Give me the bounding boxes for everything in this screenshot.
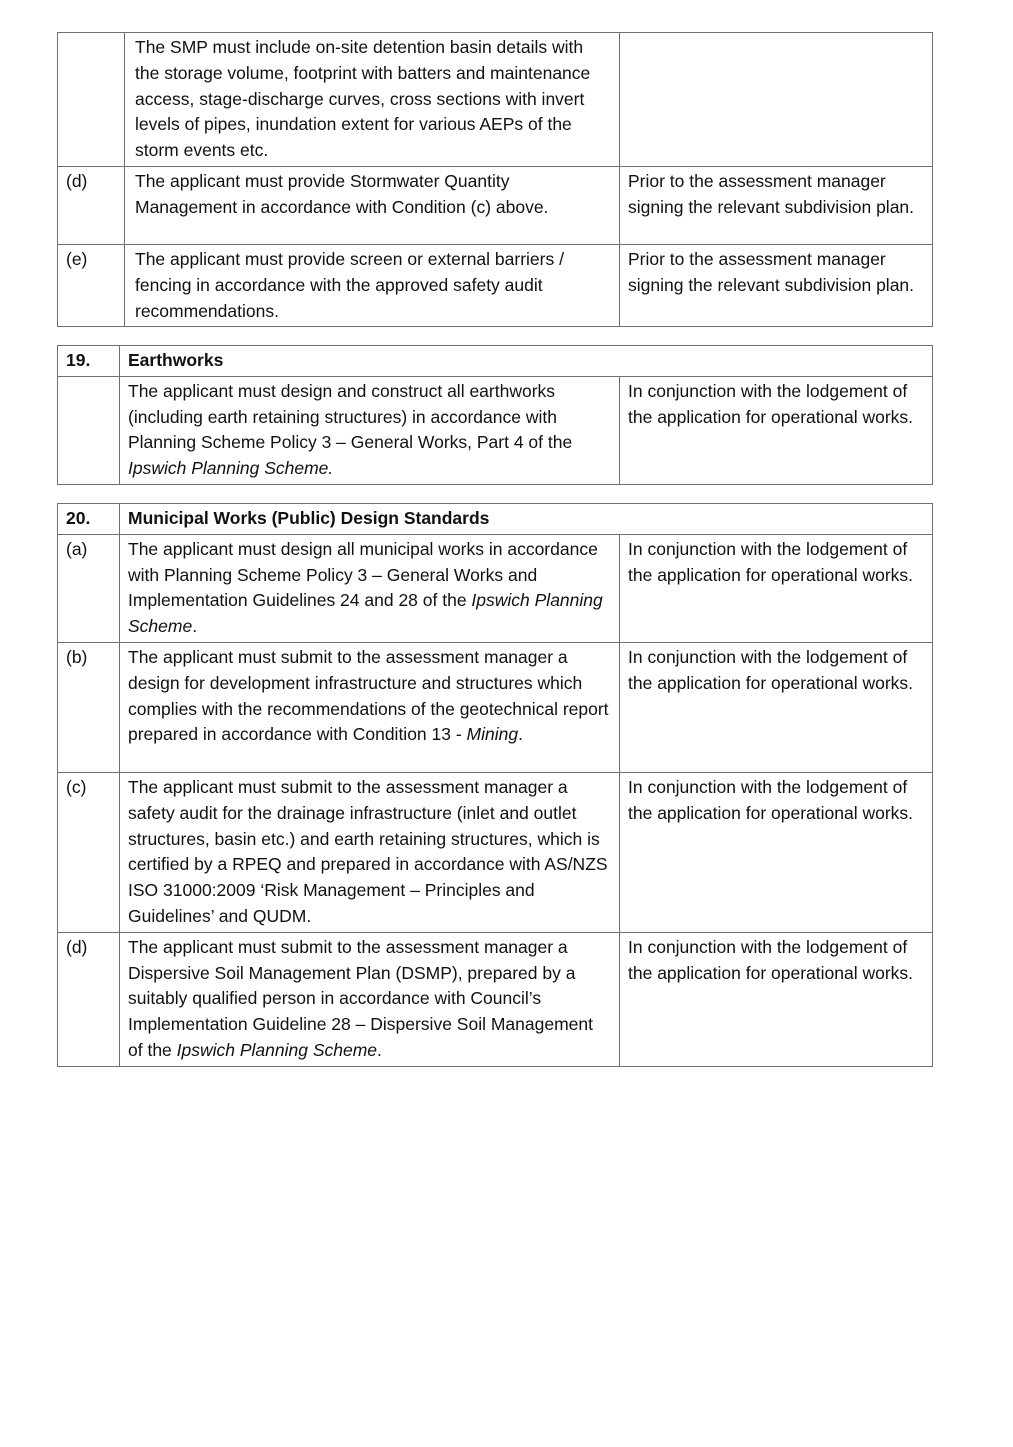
condition-text — [120, 534, 620, 642]
table-row — [58, 244, 933, 326]
condition-text-main: The applicant must submit to the assessment manager a safety audit for the drainage infrastructure (inlet and outlet structures, basin etc.) and earth retaining structures, which is certified by a RPEQ and prepared in accordance with AS/NZS ISO 31000:2009 ‘Risk Management – Principles and Guidelines’ and QUDM. — [128, 776, 608, 926]
condition-text-emphasis: Ipswich Planning Scheme — [128, 590, 603, 637]
condition-label: (d) — [58, 932, 120, 1066]
condition-label: (b) — [58, 642, 120, 772]
table-row — [58, 33, 933, 167]
table-row — [58, 642, 933, 772]
table-row — [58, 376, 933, 484]
condition-label: (d) — [58, 166, 125, 244]
condition-text-main: The applicant must design and construct all earthworks (including earth retaining structures) in accordance with Planning Scheme Policy 3 – General Works, Part 4 of the — [128, 380, 573, 453]
condition-text-emphasis: Mining — [466, 724, 519, 745]
condition-text — [120, 376, 620, 484]
condition-timing — [620, 33, 933, 167]
condition-timing: Prior to the assessment manager signing the relevant subdivision plan. — [620, 166, 933, 244]
condition-timing: In conjunction with the lodgement of the application for operational works. — [620, 534, 933, 642]
condition-timing: Prior to the assessment manager signing the relevant subdivision plan. — [620, 244, 933, 326]
condition-text-tail: . — [377, 1039, 382, 1060]
condition-text — [120, 932, 620, 1066]
section-header-row — [58, 504, 933, 535]
section-title: Earthworks — [120, 346, 933, 377]
condition-text-emphasis: Ipswich Planning Scheme — [176, 1039, 378, 1060]
section-number: 19. — [58, 346, 120, 377]
condition-timing: In conjunction with the lodgement of the application for operational works. — [620, 642, 933, 772]
condition-text — [120, 772, 620, 932]
section-header-row — [58, 346, 933, 377]
condition-label — [58, 33, 125, 167]
table-row — [58, 534, 933, 642]
condition-label: (c) — [58, 772, 120, 932]
condition-text-main: The applicant must design all municipal works in accordance with Planning Scheme Policy 3 – General Works and Implementation Guidelines 24 and 28 of the — [128, 538, 598, 611]
condition-timing: In conjunction with the lodgement of the application for operational works. — [620, 772, 933, 932]
table-row — [58, 772, 933, 932]
table-row — [58, 932, 933, 1066]
condition-label: (e) — [58, 244, 125, 326]
condition-label: (a) — [58, 534, 120, 642]
condition-text-tail: . — [518, 724, 523, 745]
condition-text-main: The applicant must submit to the assessment manager a Dispersive Soil Management Plan (DSMP), prepared by a suitably qualified person in accordance with Council’s Implementation Guideline 28 – Dispersive Soil Management of the — [128, 936, 593, 1060]
condition-text-tail: . — [192, 616, 198, 637]
condition-timing: In conjunction with the lodgement of the application for operational works. — [620, 932, 933, 1066]
condition-text-main: The applicant must submit to the assessment manager a design for development infrastructure and structures which complies with the recommendations of the geotechnical report prepared in accordance with Condition 13 - — [128, 646, 609, 745]
earthworks-table — [57, 345, 933, 485]
table-row — [58, 166, 933, 244]
section-number: 20. — [58, 504, 120, 535]
stormwater-conditions-table — [57, 32, 933, 327]
condition-text: The applicant must provide screen or external barriers / fencing in accordance with the approved safety audit recommendations. — [125, 244, 620, 326]
condition-text — [120, 642, 620, 772]
condition-label — [58, 376, 120, 484]
section-title: Municipal Works (Public) Design Standards — [120, 504, 933, 535]
condition-text-emphasis: Ipswich Planning Scheme. — [128, 458, 334, 479]
municipal-works-table — [57, 503, 933, 1067]
condition-text: The SMP must include on-site detention basin details with the storage volume, footprint with batters and maintenance access, stage-discharge curves, cross sections with invert levels of pipes, inundation extent for various AEPs of the storm events etc. — [125, 33, 620, 167]
condition-timing: In conjunction with the lodgement of the application for operational works. — [620, 376, 933, 484]
condition-text: The applicant must provide Stormwater Quantity Management in accordance with Condition (c) above. — [125, 166, 620, 244]
